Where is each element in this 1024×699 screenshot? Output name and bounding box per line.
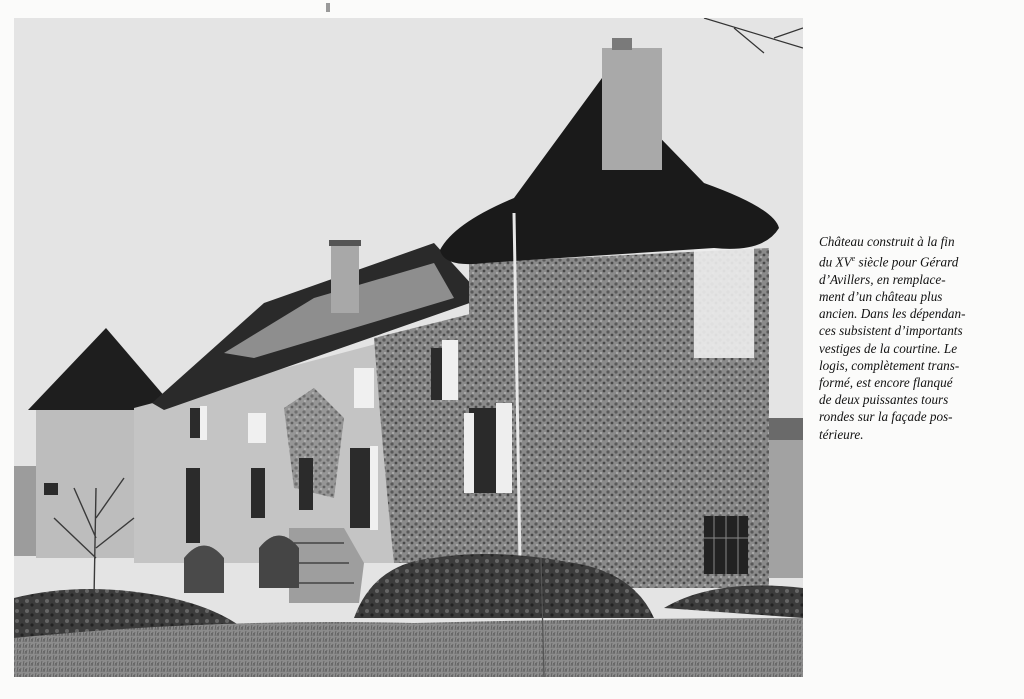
caption-line: ment d’un château plus <box>819 289 943 304</box>
main-chimney <box>331 243 359 313</box>
caption-line: du XV <box>819 254 852 270</box>
caption-line: logis, complètement trans- <box>819 357 960 373</box>
caption-line: ces subsistent d’importants <box>819 323 963 339</box>
chateau-photograph <box>14 18 803 677</box>
caption-line: d’Avillers, en remplace- <box>819 271 946 287</box>
background-house-left <box>14 466 36 556</box>
caption-line: rondes sur la façade pos- <box>819 409 953 425</box>
background-house-right <box>766 418 803 578</box>
caption-line: siècle pour Gérard <box>855 254 959 270</box>
caption-line: de deux puissantes tours <box>819 392 949 408</box>
caption-line: ancien. Dans les dépendan- <box>819 306 966 322</box>
caption-line: Château construit à la fin <box>819 234 955 249</box>
caption-line: térieure. <box>819 426 864 442</box>
photo-caption <box>819 233 1019 443</box>
scan-mark <box>326 3 330 12</box>
chateau-illustration <box>14 18 803 677</box>
caption-line: vestiges de la courtine. Le <box>819 340 958 356</box>
caption-line: formé, est encore flanqué <box>819 375 953 391</box>
tower-chimney <box>602 48 662 170</box>
caption-superscript: e <box>851 254 856 264</box>
